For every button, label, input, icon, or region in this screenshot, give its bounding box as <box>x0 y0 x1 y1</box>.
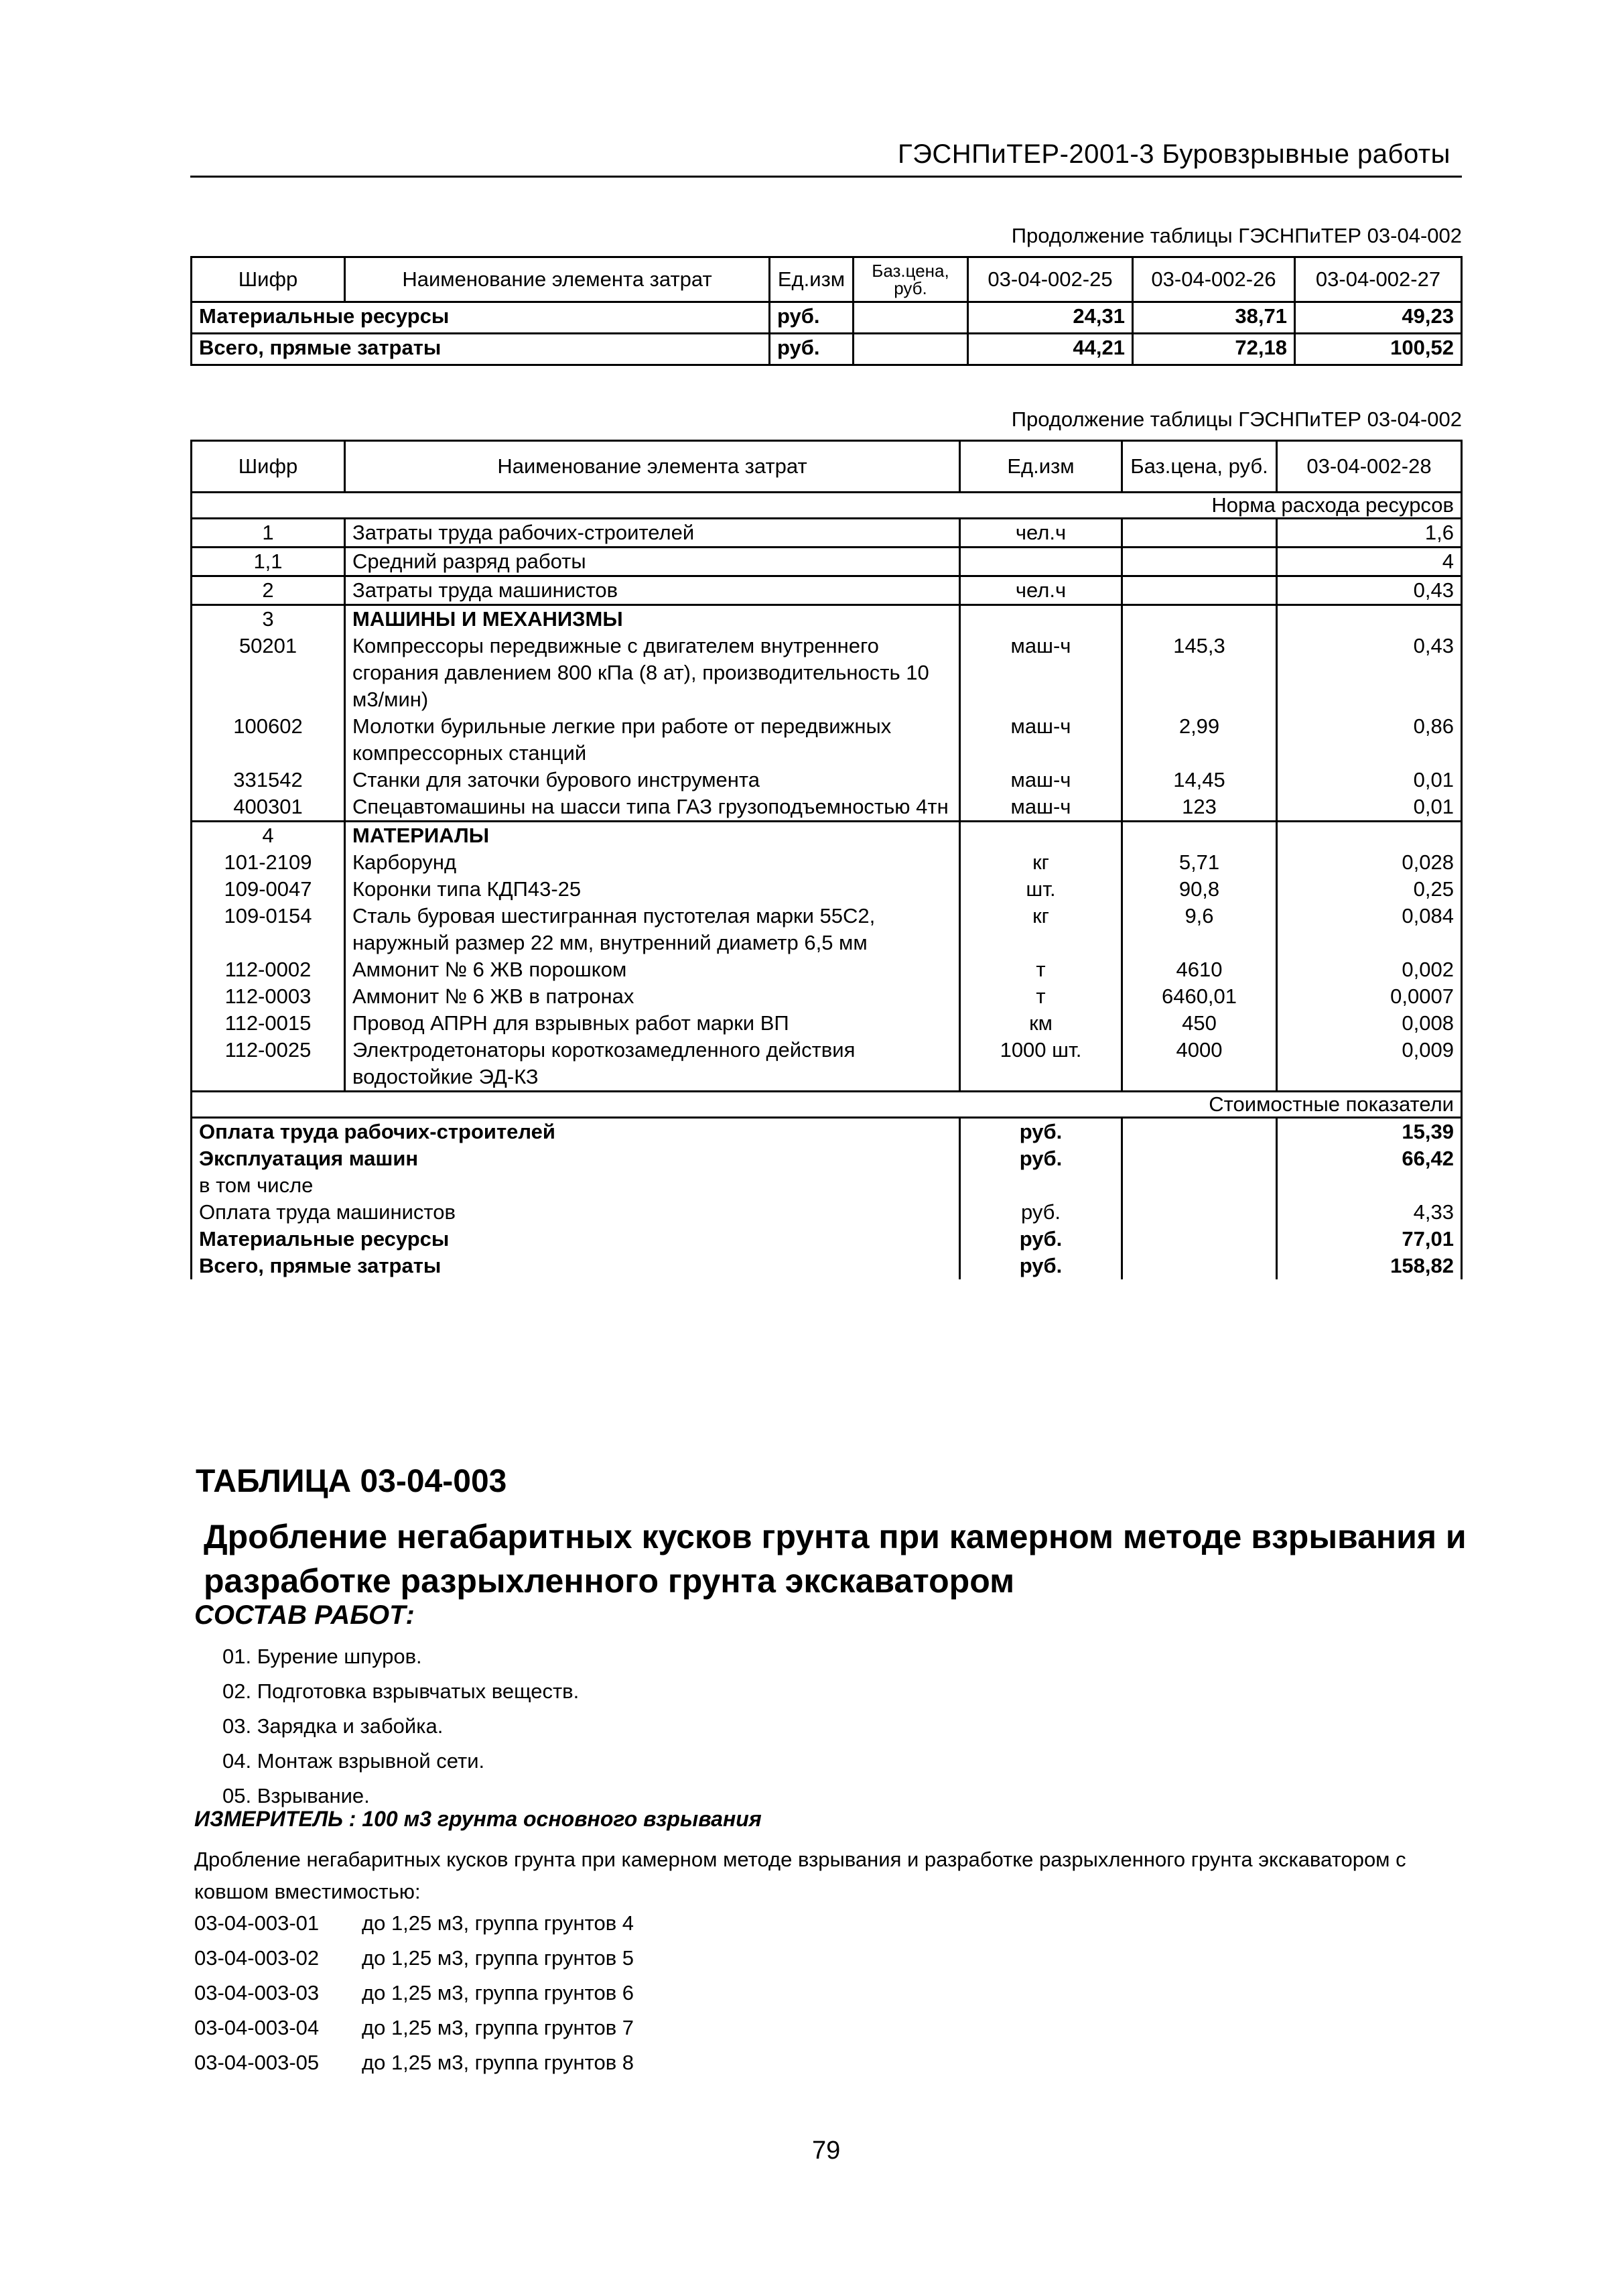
cost-price <box>1122 1253 1277 1279</box>
row-name: Всего, прямые затраты <box>192 334 770 365</box>
table-row <box>192 876 1462 903</box>
cost-unit: руб. <box>960 1118 1122 1146</box>
row-code: 109-0047 <box>192 876 345 903</box>
row-unit <box>960 822 1122 850</box>
row-value: 0,43 <box>1277 633 1462 713</box>
row-unit: т <box>960 983 1122 1010</box>
table-row <box>192 519 1462 548</box>
row-code: 400301 <box>192 793 345 822</box>
row-code: 112-0025 <box>192 1037 345 1092</box>
variant-text: до 1,25 м3, группа грунтов 6 <box>362 1981 634 2004</box>
row-price: 145,3 <box>1122 633 1277 713</box>
cost-row <box>192 1118 1462 1146</box>
table-row <box>192 1010 1462 1037</box>
table-row <box>192 633 1462 713</box>
table-row <box>192 576 1462 605</box>
row-value: 0,25 <box>1277 876 1462 903</box>
row-code: 50201 <box>192 633 345 713</box>
cost-unit: руб. <box>960 1199 1122 1226</box>
row-price <box>1122 605 1277 633</box>
variant-code: 03-04-003-03 <box>194 1981 320 2004</box>
cost-value <box>1277 1172 1462 1199</box>
row-unit: руб. <box>770 334 854 365</box>
variant-text: до 1,25 м3, группа грунтов 5 <box>362 1946 634 1970</box>
row-name: Коронки типа КДП43-25 <box>345 876 960 903</box>
row-code: 100602 <box>192 713 345 767</box>
header-unit: Ед.изм <box>770 257 854 302</box>
row-unit <box>960 605 1122 633</box>
row-code: 3 <box>192 605 345 633</box>
variant-code: 03-04-003-05 <box>194 2051 320 2074</box>
row-price: 14,45 <box>1122 767 1277 793</box>
operation-item: 01. Бурение шпуров. <box>222 1645 422 1668</box>
materials-section-row <box>192 822 1462 850</box>
cost-value: 66,42 <box>1277 1145 1462 1172</box>
row-name: Провод АПРН для взрывных работ марки ВП <box>345 1010 960 1037</box>
composition-label: СОСТАВ РАБОТ: <box>194 1600 415 1630</box>
table1-caption: Продолжение таблицы ГЭСНПиТЕР 03-04-002 <box>1011 224 1462 247</box>
cost-unit <box>960 1172 1122 1199</box>
row-unit: кг <box>960 849 1122 876</box>
row-value: 1,6 <box>1277 519 1462 548</box>
row-price: 90,8 <box>1122 876 1277 903</box>
variant-row <box>194 1976 634 2011</box>
row-name: МАТЕРИАЛЫ <box>345 822 960 850</box>
row-name: Электродетонаторы короткозамедленного действия водостойкие ЭД-КЗ <box>345 1037 960 1092</box>
header-name: Наименование элемента затрат <box>345 441 960 493</box>
operation-item: 02. Подготовка взрывчатых веществ. <box>222 1679 580 1703</box>
variants-description: Дробление негабаритных кусков грунта при камерном методе взрывания и разработке разрыхленного грунта экскаватором с ковшом вместимостью: <box>194 1848 1406 1903</box>
row-price: 2,99 <box>1122 713 1277 767</box>
cost-name: Эксплуатация машин <box>192 1145 960 1172</box>
cost-table-2-body <box>192 441 1462 1280</box>
row-name: Средний разряд работы <box>345 548 960 576</box>
cost-price <box>1122 1118 1277 1146</box>
page-number: 79 <box>812 2136 841 2165</box>
row-value: 44,21 <box>968 334 1133 365</box>
row-unit: маш-ч <box>960 767 1122 793</box>
cost-price <box>1122 1226 1277 1253</box>
row-unit: км <box>960 1010 1122 1037</box>
row-code: 101-2109 <box>192 849 345 876</box>
row-price <box>1122 519 1277 548</box>
operation-item: 03. Зарядка и забойка. <box>222 1714 444 1738</box>
cost-value: 77,01 <box>1277 1226 1462 1253</box>
row-code: 112-0003 <box>192 983 345 1010</box>
row-unit: шт. <box>960 876 1122 903</box>
row-price <box>1122 576 1277 605</box>
header-col-25: 03-04-002-25 <box>968 257 1133 302</box>
row-name: Материальные ресурсы <box>192 302 770 334</box>
variant-row <box>194 1941 634 1976</box>
row-value: 100,52 <box>1295 334 1462 365</box>
row-value: 0,86 <box>1277 713 1462 767</box>
row-name: Затраты труда рабочих-строителей <box>345 519 960 548</box>
variant-text: до 1,25 м3, группа грунтов 8 <box>362 2051 634 2074</box>
table-row <box>192 767 1462 793</box>
row-name: Сталь буровая шестигранная пустотелая марки 55С2, наружный размер 22 мм, внутренний диаметр 6,5 мм <box>345 903 960 956</box>
row-price: 6460,01 <box>1122 983 1277 1010</box>
section-costs-row <box>192 1092 1462 1118</box>
row-unit: маш-ч <box>960 793 1122 822</box>
row-price <box>1122 548 1277 576</box>
header-price <box>854 257 968 302</box>
cost-table-2 <box>190 440 1463 1279</box>
header-col-26: 03-04-002-26 <box>1133 257 1295 302</box>
row-unit <box>960 548 1122 576</box>
cost-name: в том числе <box>192 1172 960 1199</box>
cost-name: Материальные ресурсы <box>192 1226 960 1253</box>
section-costs: Стоимостные показатели <box>192 1092 1462 1118</box>
row-value: 0,0007 <box>1277 983 1462 1010</box>
row-unit: чел.ч <box>960 519 1122 548</box>
row-unit: руб. <box>770 302 854 334</box>
row-name: Компрессоры передвижные с двигателем внутреннего сгорания давлением 800 кПа (8 ат), производительность 10 м3/мин) <box>345 633 960 713</box>
cost-name: Оплата труда рабочих-строителей <box>192 1118 960 1146</box>
table-row <box>192 334 1462 365</box>
row-value: 24,31 <box>968 302 1133 334</box>
cost-table-1 <box>190 256 1463 366</box>
table-row <box>192 302 1462 334</box>
row-name: МАШИНЫ И МЕХАНИЗМЫ <box>345 605 960 633</box>
cost-value: 158,82 <box>1277 1253 1462 1279</box>
running-header: ГЭСНПиТЕР-2001-3 Буровзрывные работы <box>898 139 1450 169</box>
cost-unit: руб. <box>960 1253 1122 1279</box>
cost-price <box>1122 1145 1277 1172</box>
row-code: 4 <box>192 822 345 850</box>
table-row <box>192 793 1462 822</box>
variant-code: 03-04-003-02 <box>194 1946 320 1970</box>
row-name: Затраты труда машинистов <box>345 576 960 605</box>
table-row <box>192 849 1462 876</box>
table-row <box>192 983 1462 1010</box>
row-value: 0,01 <box>1277 767 1462 793</box>
row-value: 0,43 <box>1277 576 1462 605</box>
variant-text: до 1,25 м3, группа грунтов 4 <box>362 1911 634 1935</box>
row-value: 0,01 <box>1277 793 1462 822</box>
cost-value: 15,39 <box>1277 1118 1462 1146</box>
row-unit: чел.ч <box>960 576 1122 605</box>
row-price <box>854 302 968 334</box>
row-price: 4610 <box>1122 956 1277 983</box>
header-col-28: 03-04-002-28 <box>1277 441 1462 493</box>
row-price: 5,71 <box>1122 849 1277 876</box>
table2-caption: Продолжение таблицы ГЭСНПиТЕР 03-04-002 <box>1011 407 1462 431</box>
row-value <box>1277 605 1462 633</box>
variant-text: до 1,25 м3, группа грунтов 7 <box>362 2016 634 2039</box>
row-code: 1,1 <box>192 548 345 576</box>
section-norms: Норма расхода ресурсов <box>192 493 1462 519</box>
header-price-text: Баз.цена, руб. <box>872 261 949 298</box>
operation-item: 04. Монтаж взрывной сети. <box>222 1749 485 1773</box>
row-name: Спецавтомашины на шасси типа ГАЗ грузоподъемностью 4тн <box>345 793 960 822</box>
row-value: 0,008 <box>1277 1010 1462 1037</box>
table-row <box>192 713 1462 767</box>
table-row <box>192 956 1462 983</box>
row-code: 1 <box>192 519 345 548</box>
header-rule <box>190 176 1462 178</box>
cost-name: Всего, прямые затраты <box>192 1253 960 1279</box>
row-name: Молотки бурильные легкие при работе от передвижных компрессорных станций <box>345 713 960 767</box>
row-unit: т <box>960 956 1122 983</box>
variant-row <box>194 2011 634 2045</box>
row-price: 9,6 <box>1122 903 1277 956</box>
header-code: Шифр <box>192 257 345 302</box>
row-value: 72,18 <box>1133 334 1295 365</box>
table-row <box>192 548 1462 576</box>
machines-section-row <box>192 605 1462 633</box>
row-code: 2 <box>192 576 345 605</box>
cost-row <box>192 1253 1462 1279</box>
variant-row <box>194 1906 634 1941</box>
row-value: 0,084 <box>1277 903 1462 956</box>
cost-row <box>192 1226 1462 1253</box>
row-value <box>1277 822 1462 850</box>
cost-row <box>192 1145 1462 1172</box>
row-price <box>854 334 968 365</box>
cost-name: Оплата труда машинистов <box>192 1199 960 1226</box>
row-code: 331542 <box>192 767 345 793</box>
header-code: Шифр <box>192 441 345 493</box>
cost-row <box>192 1172 1462 1199</box>
row-value: 4 <box>1277 548 1462 576</box>
row-value: 38,71 <box>1133 302 1295 334</box>
variant-code: 03-04-003-04 <box>194 2016 320 2039</box>
cost-row <box>192 1199 1462 1226</box>
row-unit: 1000 шт. <box>960 1037 1122 1092</box>
row-value: 49,23 <box>1295 302 1462 334</box>
row-name: Аммонит № 6 ЖВ в патронах <box>345 983 960 1010</box>
variant-code: 03-04-003-01 <box>194 1911 320 1935</box>
row-price <box>1122 822 1277 850</box>
row-value: 0,009 <box>1277 1037 1462 1092</box>
cost-price <box>1122 1172 1277 1199</box>
row-price: 123 <box>1122 793 1277 822</box>
row-value: 0,028 <box>1277 849 1462 876</box>
cost-price <box>1122 1199 1277 1226</box>
row-code: 112-0002 <box>192 956 345 983</box>
header-unit: Ед.изм <box>960 441 1122 493</box>
section-heading: ТАБЛИЦА 03-04-003 <box>196 1464 507 1499</box>
section-title: Дробление негабаритных кусков грунта при камерном методе взрывания и разработке разрыхленного грунта экскаватором <box>204 1518 1467 1600</box>
variant-row <box>194 2045 634 2080</box>
table-row <box>192 1037 1462 1092</box>
header-col-27: 03-04-002-27 <box>1295 257 1462 302</box>
operation-item: 05. Взрывание. <box>222 1784 370 1807</box>
row-unit: маш-ч <box>960 713 1122 767</box>
table-row <box>192 903 1462 956</box>
row-value: 0,002 <box>1277 956 1462 983</box>
row-name: Станки для заточки бурового инструмента <box>345 767 960 793</box>
cost-value: 4,33 <box>1277 1199 1462 1226</box>
row-price: 450 <box>1122 1010 1277 1037</box>
row-price: 4000 <box>1122 1037 1277 1092</box>
cost-unit: руб. <box>960 1226 1122 1253</box>
row-unit: маш-ч <box>960 633 1122 713</box>
cost-unit: руб. <box>960 1145 1122 1172</box>
row-name: Аммонит № 6 ЖВ порошком <box>345 956 960 983</box>
header-name: Наименование элемента затрат <box>345 257 770 302</box>
variants-list <box>194 1906 634 2080</box>
row-code: 109-0154 <box>192 903 345 956</box>
row-name: Карборунд <box>345 849 960 876</box>
header-price: Баз.цена, руб. <box>1122 441 1277 493</box>
operations-list <box>222 1639 579 1813</box>
row-unit: кг <box>960 903 1122 956</box>
meter-label: ИЗМЕРИТЕЛЬ : 100 м3 грунта основного взрывания <box>194 1807 762 1831</box>
row-code: 112-0015 <box>192 1010 345 1037</box>
